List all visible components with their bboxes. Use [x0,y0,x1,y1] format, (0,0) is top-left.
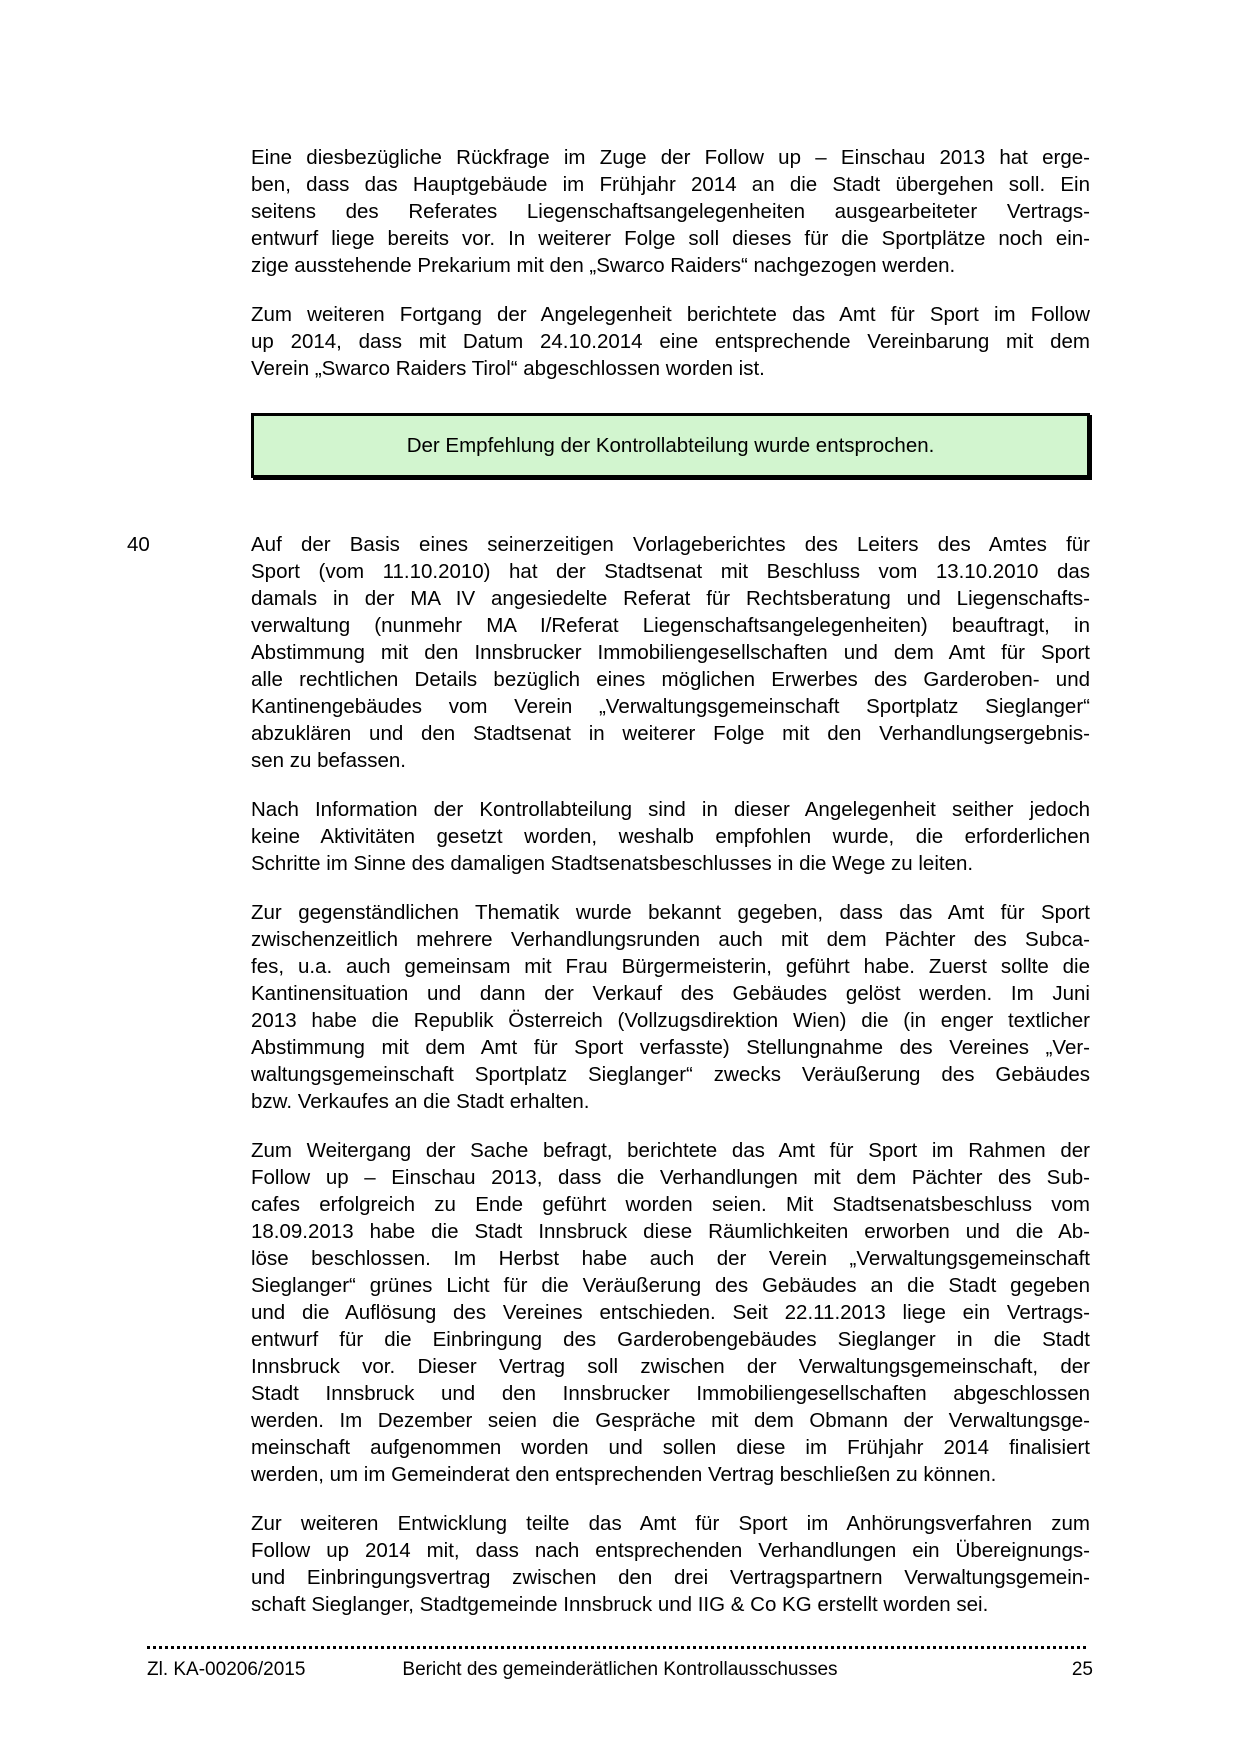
text-line: und die Auflösung des Vereines entschieden. Seit 22.11.2013 liege ein Vertrags- [251,1301,1090,1324]
text-line: Kantinensituation und dann der Verkauf des Gebäudes gelöst werden. Im Juni [251,982,1090,1005]
text-line: Zum Weitergang der Sache befragt, berichtete das Amt für Sport im Rahmen der [251,1139,1090,1162]
text-line: werden. Im Dezember seien die Gespräche mit dem Obmann der Verwaltungsge- [251,1409,1090,1432]
footer-page-number: 25 [1071,1659,1093,1680]
recommendation-box [251,413,1090,478]
footer-divider [147,1646,1089,1649]
text-line: Verein „Swarco Raiders Tirol“ abgeschlossen worden ist. [251,357,765,380]
text-line: sen zu befassen. [251,749,406,772]
intro-paragraph-2 [251,301,1090,382]
intro-paragraph-1 [251,144,1090,279]
text-line: 18.09.2013 habe die Stadt Innsbruck diese Räumlichkeiten erworben und die Ab- [251,1220,1090,1243]
item-paragraph-1 [251,531,1090,774]
text-line: Innsbruck vor. Dieser Vertrag soll zwischen der Verwaltungsgemeinschaft, der [251,1355,1090,1378]
text-line: up 2014, dass mit Datum 24.10.2014 eine entsprechende Vereinbarung mit dem [251,330,1090,353]
text-line: abzuklären und den Stadtsenat in weiterer Folge mit den Verhandlungsergebnis- [251,722,1090,745]
text-line: meinschaft aufgenommen worden und sollen diese im Frühjahr 2014 finalisiert [251,1436,1090,1459]
item-paragraph-3 [251,899,1090,1115]
text-line: 2013 habe die Republik Österreich (Vollzugsdirektion Wien) die (in enger textlicher [251,1009,1090,1032]
text-line: Kantinengebäudes vom Verein „Verwaltungsgemeinschaft Sportplatz Sieglanger“ [251,695,1090,718]
recommendation-box-text: Der Empfehlung der Kontrollabteilung wurde entsprochen. [406,434,935,457]
text-line: Eine diesbezügliche Rückfrage im Zuge der Follow up – Einschau 2013 hat erge- [251,146,1090,169]
report-item-40 [127,531,1090,1618]
text-line: cafes erfolgreich zu Ende geführt worden seien. Mit Stadtsenatsbeschluss vom [251,1193,1090,1216]
text-line: damals in der MA IV angesiedelte Referat für Rechtsberatung und Liegenschafts- [251,587,1090,610]
text-line: Nach Information der Kontrollabteilung sind in dieser Angelegenheit seither jedoch [251,798,1090,821]
text-line: zwischenzeitlich mehrere Verhandlungsrunden auch mit dem Pächter des Subca- [251,928,1090,951]
text-line: löse beschlossen. Im Herbst habe auch der Verein „Verwaltungsgemeinschaft [251,1247,1090,1270]
text-line: Sieglanger“ grünes Licht für die Veräußerung des Gebäudes an die Stadt gegeben [251,1274,1090,1297]
text-line: entwurf für die Einbringung des Garderobengebäudes Sieglanger in die Stadt [251,1328,1090,1351]
text-line: zige ausstehende Prekarium mit den „Swarco Raiders“ nachgezogen werden. [251,254,956,277]
text-line: ben, dass das Hauptgebäude im Frühjahr 2014 an die Stadt übergehen soll. Ein [251,173,1090,196]
text-line: fes, u.a. auch gemeinsam mit Frau Bürgermeisterin, geführt habe. Zuerst sollte die [251,955,1090,978]
document-body [127,144,1090,1640]
item-paragraph-4 [251,1137,1090,1488]
text-line: Zum weiteren Fortgang der Angelegenheit berichtete das Amt für Sport im Follow [251,303,1090,326]
text-line: waltungsgemeinschaft Sportplatz Sieglanger“ zwecks Veräußerung des Gebäudes [251,1063,1090,1086]
item-paragraph-2 [251,796,1090,877]
text-line: Schritte im Sinne des damaligen Stadtsenatsbeschlusses in die Wege zu leiten. [251,852,974,875]
text-line: verwaltung (nunmehr MA I/Referat Liegenschaftsangelegenheiten) beauftragt, in [251,614,1090,637]
item-paragraph-5 [251,1510,1090,1618]
text-line: Follow up – Einschau 2013, dass die Verhandlungen mit dem Pächter des Sub- [251,1166,1090,1189]
text-line: Abstimmung mit dem Amt für Sport verfasste) Stellungnahme des Vereines „Ver- [251,1036,1090,1059]
text-line: Stadt Innsbruck und den Innsbrucker Immobiliengesellschaften abgeschlossen [251,1382,1090,1405]
text-line: alle rechtlichen Details bezüglich eines möglichen Erwerbes des Garderoben- und [251,668,1090,691]
text-line: schaft Sieglanger, Stadtgemeinde Innsbruck und IIG & Co KG erstellt worden sei. [251,1593,989,1616]
text-line: seitens des Referates Liegenschaftsangelegenheiten ausgearbeiteter Vertrags- [251,200,1090,223]
text-line: und Einbringungsvertrag zwischen den drei Vertragspartnern Verwaltungsgemein- [251,1566,1090,1589]
footer-report-title: Bericht des gemeinderätlichen Kontrollausschusses [402,1659,838,1680]
text-line: Follow up 2014 mit, dass nach entsprechenden Verhandlungen ein Übereignungs- [251,1539,1090,1562]
footer-reference-number: Zl. KA-00206/2015 [147,1659,306,1680]
text-line: Sport (vom 11.10.2010) hat der Stadtsenat mit Beschluss vom 13.10.2010 das [251,560,1090,583]
text-line: entwurf liege bereits vor. In weiterer Folge soll dieses für die Sportplätze noch ein- [251,227,1090,250]
text-line: Auf der Basis eines seinerzeitigen Vorlageberichtes des Leiters des Amtes für [251,533,1090,556]
text-line: bzw. Verkaufes an die Stadt erhalten. [251,1090,590,1113]
text-line: werden, um im Gemeinderat den entsprechenden Vertrag beschließen zu können. [251,1463,997,1486]
text-line: Abstimmung mit den Innsbrucker Immobiliengesellschaften und dem Amt für Sport [251,641,1090,664]
text-line: keine Aktivitäten gesetzt worden, weshalb empfohlen wurde, die erforderlichen [251,825,1090,848]
item-number: 40 [127,533,150,556]
text-line: Zur gegenständlichen Thematik wurde bekannt gegeben, dass das Amt für Sport [251,901,1090,924]
text-line: Zur weiteren Entwicklung teilte das Amt für Sport im Anhörungsverfahren zum [251,1512,1090,1535]
